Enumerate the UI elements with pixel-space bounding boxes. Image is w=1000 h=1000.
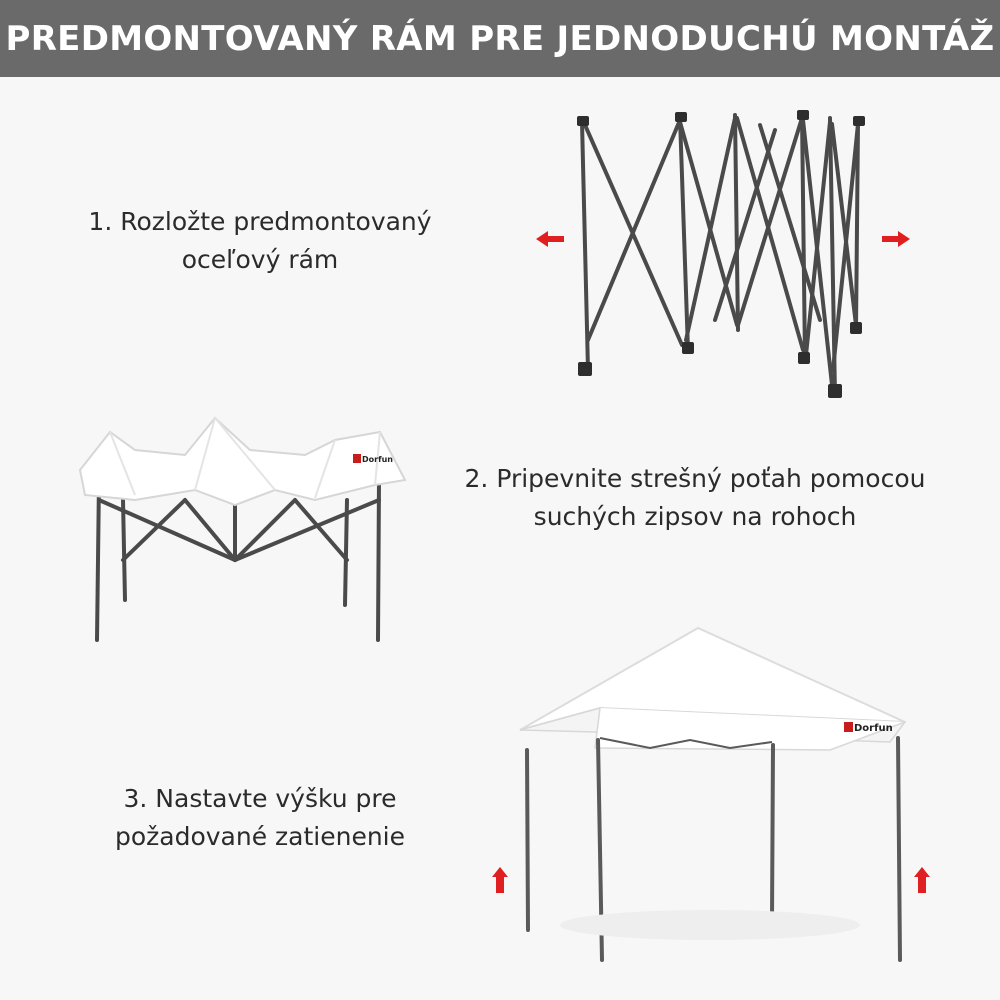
canopy-logo: Dorfun: [854, 723, 893, 734]
step-2-line-2: suchých zipsov na rohoch: [533, 502, 857, 531]
step-2-text: [430, 460, 960, 536]
page-title: PREDMONTOVANÝ RÁM PRE JEDNODUCHÚ MONTÁŽ: [5, 18, 995, 59]
step-1-text: [50, 203, 470, 279]
step-3-text: [60, 780, 460, 856]
canopy-logo-small: Dorfun: [362, 455, 393, 464]
canopy-attach-icon: [75, 410, 415, 650]
arrow-up-icon: [914, 867, 930, 893]
canopy-raised-icon: [480, 620, 940, 970]
step-1-line-1: 1. Rozložte predmontovaný: [88, 207, 432, 236]
step-3-line-2: požadované zatienenie: [114, 822, 406, 851]
arrow-right-icon: [882, 231, 910, 247]
folded-frame-icon: [530, 100, 920, 410]
step-2-line-1: 2. Pripevnite strešný poťah pomocou: [464, 464, 926, 493]
arrow-left-icon: [536, 231, 564, 247]
header-banner: [0, 0, 1000, 77]
step-3-line-1: 3. Nastavte výšku pre: [123, 784, 397, 813]
arrow-up-icon: [492, 867, 508, 893]
step-1-line-2: oceľový rám: [181, 245, 339, 274]
